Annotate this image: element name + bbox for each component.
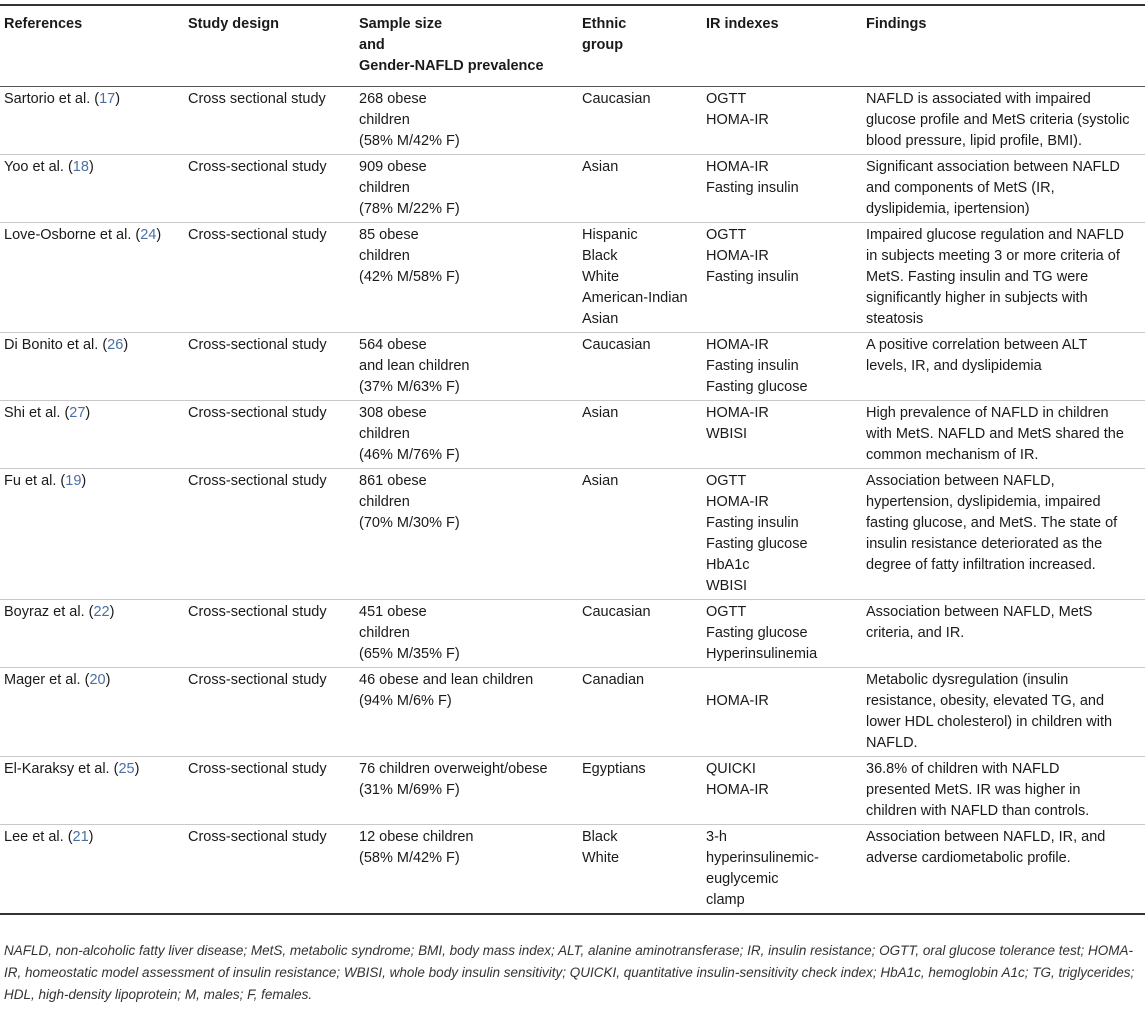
findings-cell [866, 401, 1145, 469]
reference-link[interactable]: 25 [118, 761, 135, 777]
table-footnote: NAFLD, non-alcoholic fatty liver disease; MetS, metabolic syndrome; BMI, body mass index; ALT, alanine aminotransferase; IR, insulin resistance; OGTT, oral glucose tolerance test; HOMA-IR, homeostatic model assessment of insulin resistance; WBISI, whole body insulin sensitivity; QUICKI, quantitative insulin-sensitivity check index; HbA1c, hemoglobin A1c; TG, triglycerides; HDL, high-density lipoprotein; M, males; F, females. [4, 943, 1135, 1002]
findings-cell-line: NAFLD is associated with impaired [866, 91, 1091, 107]
sample-cell-line: children [359, 494, 410, 510]
ir-indexes-cell-line: WBISI [706, 426, 748, 442]
findings-cell-line: hypertension, dyslipidemia, impaired [866, 494, 1101, 510]
table-body [0, 87, 1145, 915]
sample-cell [359, 333, 582, 401]
sample-cell-line: 564 obese [359, 337, 427, 353]
findings-cell-line: adverse cardiometabolic profile. [866, 850, 1071, 866]
ir-indexes-cell [706, 757, 866, 825]
ir-indexes-cell-line: clamp [706, 892, 745, 908]
ir-indexes-cell [706, 825, 866, 915]
study-design-cell: Cross-sectional study [188, 227, 327, 243]
findings-cell-line: MetS. Fasting insulin and TG were [866, 269, 1089, 285]
ir-indexes-cell [706, 333, 866, 401]
findings-cell-line: Association between NAFLD, [866, 473, 1055, 489]
sample-cell [359, 223, 582, 333]
ir-indexes-cell-line: HOMA-IR [706, 159, 769, 175]
ir-indexes-cell-line: OGTT [706, 604, 747, 620]
sample-cell-line: (42% M/58% F) [359, 269, 460, 285]
sample-cell-line: (58% M/42% F) [359, 133, 460, 149]
sample-cell-line: 76 children overweight/obese [359, 761, 548, 777]
ir-indexes-cell [706, 87, 866, 155]
reference-author: Mager et al. [4, 672, 81, 688]
sample-cell [359, 757, 582, 825]
study-design-cell: Cross-sectional study [188, 604, 327, 620]
table-row [0, 668, 1145, 757]
ethnic-cell [582, 825, 706, 915]
sample-cell-line: and lean children [359, 358, 470, 374]
findings-cell-line: in subjects meeting 3 or more criteria of [866, 248, 1120, 264]
findings-cell [866, 757, 1145, 825]
header-references: References [4, 16, 83, 32]
findings-cell [866, 600, 1145, 668]
ir-indexes-cell-line: QUICKI [706, 761, 756, 777]
table-row [0, 757, 1145, 825]
ir-indexes-cell-line: 3-h [706, 829, 727, 845]
findings-cell-line: fasting glucose, and MetS. The state of [866, 515, 1118, 531]
ethnic-cell [582, 469, 706, 600]
header-sample-line: and [359, 37, 385, 53]
reference-link[interactable]: 22 [93, 604, 110, 620]
sample-cell-line: (70% M/30% F) [359, 515, 460, 531]
reference-author: Di Bonito et al. [4, 337, 99, 353]
ir-indexes-cell-line: HOMA-IR [706, 248, 769, 264]
sample-cell-line: 46 obese and lean children [359, 672, 534, 688]
findings-cell-line: Association between NAFLD, IR, and [866, 829, 1106, 845]
reference-cell: Mager et al. (20) [4, 672, 111, 688]
reference-author: Love-Osborne et al. [4, 227, 132, 243]
findings-cell-line: levels, IR, and dyslipidemia [866, 358, 1042, 374]
reference-cell: Shi et al. (27) [4, 405, 91, 421]
ir-indexes-cell [706, 155, 866, 223]
ethnic-cell-line: Asian [582, 473, 619, 489]
ethnic-cell-line: Egyptians [582, 761, 646, 777]
sample-cell-line: children [359, 112, 410, 128]
ethnic-cell-line: Black [582, 829, 618, 845]
reference-cell: Boyraz et al. (22) [4, 604, 115, 620]
sample-cell-line: 308 obese [359, 405, 427, 421]
ir-indexes-cell-line: HOMA-IR [706, 494, 769, 510]
findings-cell-line: common mechanism of IR. [866, 447, 1039, 463]
ir-indexes-cell-line: Fasting insulin [706, 269, 799, 285]
reference-author: Fu et al. [4, 473, 57, 489]
findings-cell [866, 668, 1145, 757]
findings-cell-line: with MetS. NAFLD and MetS shared the [866, 426, 1124, 442]
findings-cell [866, 469, 1145, 600]
sample-cell [359, 600, 582, 668]
ir-indexes-cell-line: HbA1c [706, 557, 750, 573]
reference-link[interactable]: 27 [69, 405, 86, 421]
findings-cell-line: Impaired glucose regulation and NAFLD [866, 227, 1124, 243]
ir-indexes-cell-line: OGTT [706, 473, 747, 489]
ethnic-cell-line: Asian [582, 159, 619, 175]
sample-cell-line: (78% M/22% F) [359, 201, 460, 217]
table-row [0, 401, 1145, 469]
sample-cell [359, 668, 582, 757]
header-row [0, 5, 1145, 87]
study-design-cell: Cross-sectional study [188, 672, 327, 688]
header-ethnic-group [582, 5, 706, 87]
reference-link[interactable]: 24 [140, 227, 157, 243]
header-sample-line: Sample size [359, 16, 443, 32]
ir-indexes-cell-line: euglycemic [706, 871, 779, 887]
ethnic-cell-line: Asian [582, 311, 619, 327]
ethnic-cell-line: Hispanic [582, 227, 638, 243]
reference-cell: Sartorio et al. (17) [4, 91, 121, 107]
table-row [0, 469, 1145, 600]
sample-cell [359, 155, 582, 223]
findings-cell-line: resistance, obesity, elevated TG, and [866, 693, 1105, 709]
reference-link[interactable]: 19 [65, 473, 82, 489]
findings-cell-line: Association between NAFLD, MetS [866, 604, 1093, 620]
sample-cell [359, 825, 582, 915]
findings-cell-line: steatosis [866, 311, 924, 327]
ethnic-cell-line: Caucasian [582, 91, 651, 107]
ir-indexes-cell [706, 668, 866, 757]
ethnic-cell-line: Caucasian [582, 337, 651, 353]
study-design-cell: Cross-sectional study [188, 159, 327, 175]
ir-indexes-cell-line: Fasting glucose [706, 536, 808, 552]
ethnic-cell-line: Black [582, 248, 618, 264]
findings-cell-line: lower HDL cholesterol) in children with [866, 714, 1113, 730]
sample-cell-line: (37% M/63% F) [359, 379, 460, 395]
ethnic-cell [582, 757, 706, 825]
ir-indexes-cell [706, 600, 866, 668]
findings-cell-line: 36.8% of children with NAFLD [866, 761, 1060, 777]
reference-author: Yoo et al. [4, 159, 64, 175]
reference-link[interactable]: 26 [107, 337, 124, 353]
ir-indexes-cell-line: Hyperinsulinemia [706, 646, 818, 662]
reference-author: Sartorio et al. [4, 91, 91, 107]
ethnic-cell [582, 155, 706, 223]
findings-cell [866, 825, 1145, 915]
reference-cell: Fu et al. (19) [4, 473, 87, 489]
study-design-cell: Cross-sectional study [188, 405, 327, 421]
study-design-cell: Cross-sectional study [188, 761, 327, 777]
header-ethnic-line: group [582, 37, 624, 53]
ethnic-cell-line: Canadian [582, 672, 645, 688]
ir-indexes-cell-line: WBISI [706, 578, 748, 594]
study-design-cell: Cross-sectional study [188, 829, 327, 845]
findings-cell-line: presented MetS. IR was higher in [866, 782, 1081, 798]
sample-cell-line: 909 obese [359, 159, 427, 175]
sample-cell-line: 85 obese [359, 227, 419, 243]
ir-indexes-cell-line: HOMA-IR [706, 112, 769, 128]
findings-cell [866, 333, 1145, 401]
header-study-design: Study design [188, 16, 280, 32]
findings-cell [866, 87, 1145, 155]
reference-cell: El-Karaksy et al. (25) [4, 761, 140, 777]
header-sample-line: Gender-NAFLD prevalence [359, 58, 544, 74]
findings-cell-line: criteria, and IR. [866, 625, 965, 641]
study-design-cell: Cross-sectional study [188, 473, 327, 489]
ir-indexes-cell-line [706, 670, 862, 691]
sample-cell-line: 12 obese children [359, 829, 474, 845]
sample-cell [359, 87, 582, 155]
reference-author: Lee et al. [4, 829, 64, 845]
reference-cell: Love-Osborne et al. (24) [4, 227, 162, 243]
study-design-cell: Cross sectional study [188, 91, 326, 107]
findings-cell-line: NAFLD. [866, 735, 918, 751]
findings-cell-line: Significant association between NAFLD [866, 159, 1120, 175]
reference-link[interactable]: 17 [99, 91, 116, 107]
ir-indexes-cell-line: Fasting insulin [706, 180, 799, 196]
ethnic-cell-line: American-Indian [582, 290, 688, 306]
ethnic-cell-line: Asian [582, 405, 619, 421]
findings-cell-line: Metabolic dysregulation (insulin [866, 672, 1069, 688]
ir-indexes-cell [706, 401, 866, 469]
table-row [0, 600, 1145, 668]
findings-cell-line: glucose profile and MetS criteria (systolic [866, 112, 1130, 128]
reference-link[interactable]: 18 [72, 159, 89, 175]
ethnic-cell [582, 87, 706, 155]
table-row [0, 333, 1145, 401]
sample-cell-line: (65% M/35% F) [359, 646, 460, 662]
findings-cell-line: A positive correlation between ALT [866, 337, 1088, 353]
ethnic-cell [582, 600, 706, 668]
reference-link[interactable]: 20 [89, 672, 106, 688]
header-findings: Findings [866, 16, 927, 32]
table-row [0, 155, 1145, 223]
ethnic-cell-line: Caucasian [582, 604, 651, 620]
ethnic-cell [582, 333, 706, 401]
sample-cell-line: children [359, 180, 410, 196]
sample-cell [359, 401, 582, 469]
ir-indexes-cell [706, 469, 866, 600]
studies-table [0, 4, 1145, 915]
sample-cell-line: children [359, 625, 410, 641]
ir-indexes-cell-line: hyperinsulinemic- [706, 850, 819, 866]
sample-cell-line: 268 obese [359, 91, 427, 107]
sample-cell-line: 861 obese [359, 473, 427, 489]
study-design-cell: Cross-sectional study [188, 337, 327, 353]
ethnic-cell-line: White [582, 269, 620, 285]
sample-cell-line: children [359, 426, 410, 442]
ethnic-cell [582, 668, 706, 757]
reference-author: Shi et al. [4, 405, 61, 421]
findings-cell-line: significantly higher in subjects with [866, 290, 1088, 306]
reference-cell: Lee et al. (21) [4, 829, 94, 845]
findings-cell-line: dyslipidemia, ipertension) [866, 201, 1030, 217]
ir-indexes-cell-line: Fasting insulin [706, 515, 799, 531]
findings-cell-line: insulin resistance deteriorated as the [866, 536, 1103, 552]
header-ethnic-line: Ethnic [582, 16, 627, 32]
reference-link[interactable]: 21 [72, 829, 89, 845]
ir-indexes-cell-line: HOMA-IR [706, 782, 769, 798]
sample-cell [359, 469, 582, 600]
ir-indexes-cell-line: HOMA-IR [706, 405, 769, 421]
reference-cell: Yoo et al. (18) [4, 159, 94, 175]
ir-indexes-cell-line: HOMA-IR [706, 693, 769, 709]
findings-cell [866, 223, 1145, 333]
sample-cell-line: (31% M/69% F) [359, 782, 460, 798]
findings-cell-line: and components of MetS (IR, [866, 180, 1055, 196]
ir-indexes-cell-line: OGTT [706, 227, 747, 243]
sample-cell-line: children [359, 248, 410, 264]
findings-cell-line: blood pressure, lipid profile, BMI). [866, 133, 1082, 149]
reference-author: Boyraz et al. [4, 604, 85, 620]
table-row [0, 825, 1145, 915]
reference-author: El-Karaksy et al. [4, 761, 110, 777]
sample-cell-line: (58% M/42% F) [359, 850, 460, 866]
sample-cell-line: (94% M/6% F) [359, 693, 452, 709]
table-row [0, 223, 1145, 333]
ethnic-cell [582, 401, 706, 469]
ir-indexes-cell-line: HOMA-IR [706, 337, 769, 353]
ir-indexes-cell-line: Fasting insulin [706, 358, 799, 374]
findings-cell-line: children with NAFLD than controls. [866, 803, 1090, 819]
reference-cell: Di Bonito et al. (26) [4, 337, 129, 353]
ir-indexes-cell [706, 223, 866, 333]
header-ir-indexes: IR indexes [706, 16, 779, 32]
ir-indexes-cell-line: OGTT [706, 91, 747, 107]
header-sample-size [359, 5, 582, 87]
findings-cell-line: degree of fatty infiltration increased. [866, 557, 1096, 573]
sample-cell-line: (46% M/76% F) [359, 447, 460, 463]
findings-cell [866, 155, 1145, 223]
ethnic-cell [582, 223, 706, 333]
sample-cell-line: 451 obese [359, 604, 427, 620]
table-row [0, 87, 1145, 155]
ir-indexes-cell-line: Fasting glucose [706, 625, 808, 641]
findings-cell-line: High prevalence of NAFLD in children [866, 405, 1109, 421]
ethnic-cell-line: White [582, 850, 620, 866]
ir-indexes-cell-line: Fasting glucose [706, 379, 808, 395]
